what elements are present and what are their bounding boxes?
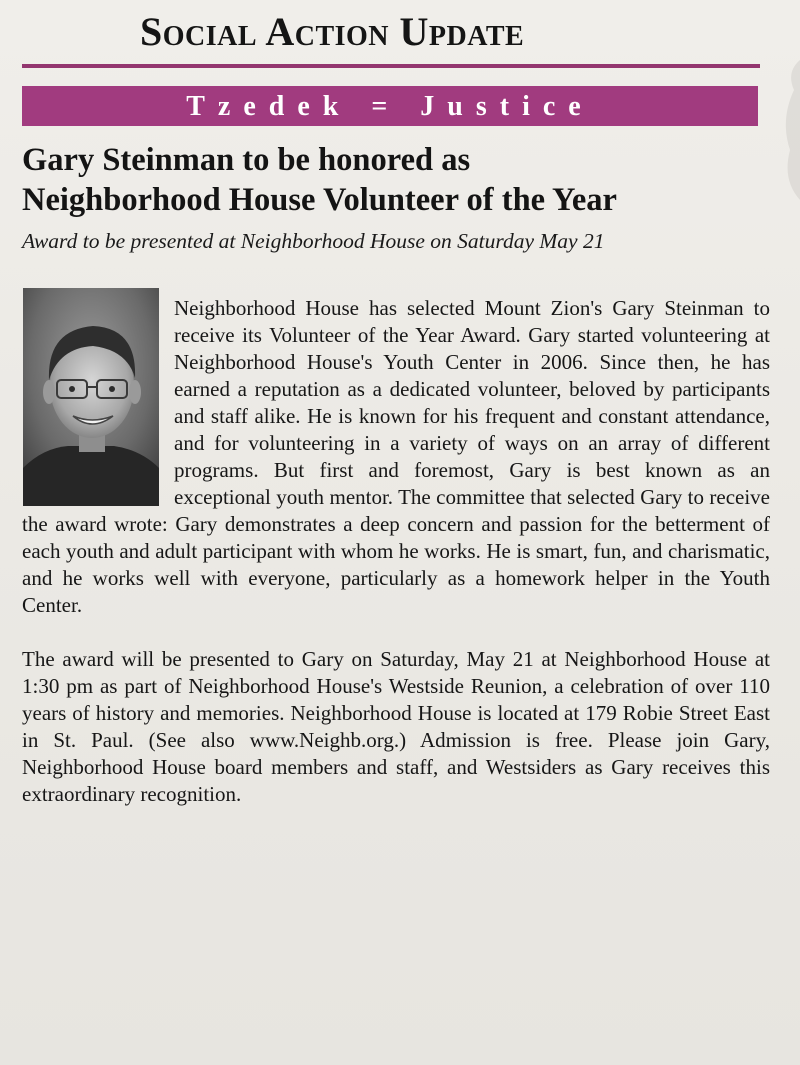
article-body (22, 295, 770, 808)
headline-line-1: Gary Steinman to be honored as (22, 142, 471, 178)
article-subhead: Award to be presented at Neighborhood House on Saturday May 21 (22, 229, 605, 253)
paragraph-2: The award will be presented to Gary on Saturday, May 21 at Neighborhood House at 1:30 pm as part of Neighborhood House's Westside Reunion, a celebration of over 110 years of history and memories. Neighborhood House is located at 179 Robie Street East in St. Paul. (See also www.Neighb.org.) Admission is free. Please join Gary, Neighborhood House board members and staff, and Westsiders as Gary receives this extraordinary recognition. (22, 647, 770, 806)
tzedek-banner: Tzedek = Justice (22, 86, 758, 126)
section-title: Social Action Update (140, 9, 525, 54)
headline-line-2: Neighborhood House Volunteer of the Year (22, 182, 617, 218)
page-curl-decoration (760, 60, 800, 200)
article-headline (22, 140, 617, 220)
title-divider (22, 64, 760, 68)
paragraph-1: Neighborhood House has selected Mount Zion's Gary Steinman to receive its Volunteer of the Year Award. Gary started volunteering at Neighborhood House's Youth Center in 2006. Since then, he has earned a reputation as a dedicated volunteer, beloved by participants and staff alike. He is known for his frequent and constant attendance, and for volunteering in a variety of ways on an array of different programs. But first and foremost, Gary is best known as an exceptional youth mentor. The committee that selected Gary to receive the award wrote: Gary demonstrates a deep concern and passion for the betterment of each youth and adult participant with whom he works. He is smart, fun, and charismatic, and he works well with everyone, particularly as a homework helper in the Youth Center. (22, 296, 770, 617)
